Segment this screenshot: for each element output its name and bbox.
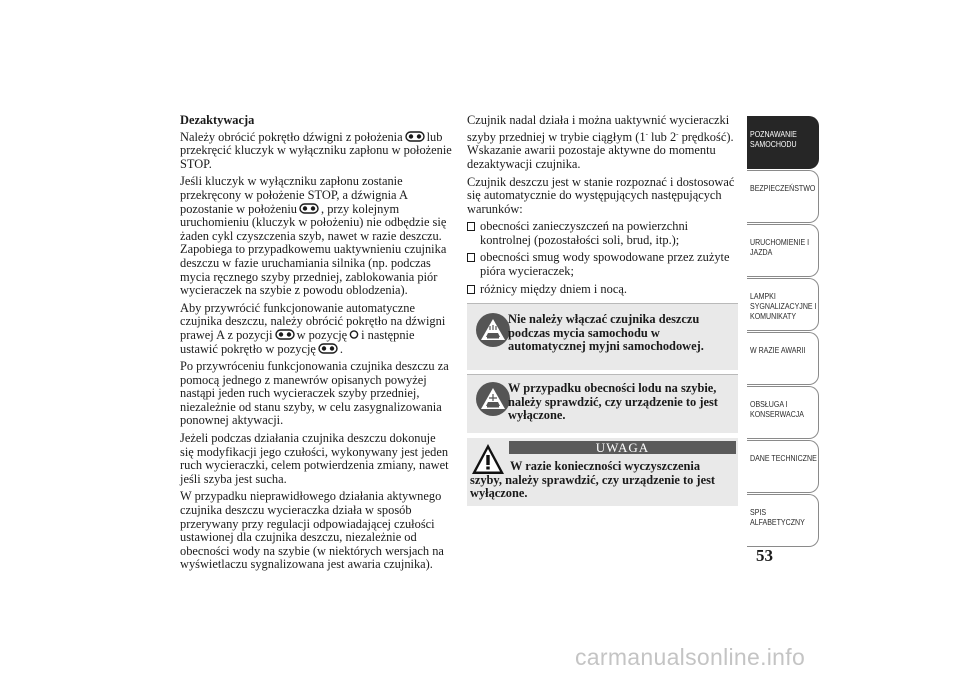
note-text: W przypadku obecności lodu na szybie, należy sprawdzić, czy urządzenie to jest wyłączone. bbox=[508, 381, 718, 423]
left-column bbox=[180, 114, 452, 576]
tab-label: SPIS ALFABETYCZNY bbox=[750, 508, 805, 527]
checkbox-bullet-icon bbox=[467, 285, 475, 294]
paragraph-2-b: , przy kolejnym uruchomieniu (kluczyk w położeniu) nie odbędzie się żaden cykl czyszczenia szyb, nawet w razie deszczu. Zapobiega to przypadkowemu uaktywnieniu czujnika deszczu w fazie uruchamiania silnika (np. podczas mycia ręcznego szyby przedniej, zablokowania piór wycieraczek na szybie z powodu oblodzenia). bbox=[180, 201, 447, 298]
right-paragraph-1-end: prędkość). Wskazanie awarii pozostaje aktywne do momentu dezaktywacji czujnika. bbox=[467, 129, 734, 171]
auto-position-icon bbox=[405, 131, 425, 142]
list-item-text: obecności smug wody spowodowane przez zużyte pióra wycieraczek; bbox=[480, 250, 730, 279]
chapter-sidebar bbox=[747, 116, 819, 548]
paragraph-4: Po przywróceniu funkcjonowania czujnika deszczu za pomocą jednego z manewrów opisanych powyżej nastąpi jeden ruch wycieraczek szyby przedniej, niezależnie od stanu szyby, w celu zasygnalizowania ponownej aktywacji. bbox=[180, 359, 449, 428]
right-paragraph-2: Czujnik deszczu jest w stanie rozpoznać i dostosować się automatycznie do występujących następujących warunków: bbox=[467, 174, 735, 216]
paragraph-5: Jeżeli podczas działania czujnika deszczu dokonuje się modyfikacji jego czułości, wykonywany jest jeden ruch wycieraczki, celem potwierdzenia zmiany, nawet jeśli szyba jest sucha. bbox=[180, 431, 449, 486]
right-paragraph-1-a: Czujnik nadal działa i można uaktywnić wycieraczki szyby przedniej w trybie ciągłym (1 bbox=[467, 113, 730, 144]
paragraph-1-a: Należy obrócić pokrętło dźwigni z położenia bbox=[180, 129, 403, 144]
paragraph-3-d: . bbox=[339, 341, 344, 356]
list-item bbox=[467, 220, 737, 247]
section-heading: Dezaktywacja bbox=[180, 113, 255, 127]
car-ice-icon bbox=[476, 382, 510, 416]
paragraph-3-c: i następnie ustawić pokrętło w pozycję bbox=[180, 327, 415, 356]
paragraph-1 bbox=[180, 131, 452, 172]
paragraph-2 bbox=[180, 175, 452, 297]
note-box-ice bbox=[467, 374, 738, 433]
auto-position-icon bbox=[275, 329, 295, 340]
page-number: 53 bbox=[756, 546, 773, 565]
tab-label: BEZPIECZEŃSTWO bbox=[750, 184, 816, 193]
car-wash-icon bbox=[476, 313, 510, 347]
tab-dane-techniczne[interactable] bbox=[747, 440, 819, 493]
list-item-text: różnicy między dniem i nocą. bbox=[480, 281, 627, 296]
paragraph-2-a: Jeśli kluczyk w wyłączniku zapłonu zostanie przekręcony w położenie STOP, a dźwignia A pozostanie w położeniu bbox=[180, 174, 408, 216]
tab-obsluga-i-konserwacja[interactable] bbox=[747, 386, 819, 439]
tab-bezpieczenstwo[interactable] bbox=[747, 170, 819, 223]
tab-label: DANE TECHNICZNE bbox=[750, 454, 817, 463]
checkbox-bullet-icon bbox=[467, 253, 475, 262]
warning-box bbox=[467, 438, 738, 506]
tab-poznawanie-samochodu[interactable] bbox=[747, 116, 819, 169]
paragraph-1-b: lub przekręcić kluczyk w wyłączniku zapłonu w położenie STOP. bbox=[180, 129, 452, 171]
tab-label: LAMPKI SYGNALIZACYJNE I KOMUNIKATY bbox=[750, 292, 817, 321]
list-item bbox=[467, 251, 737, 278]
paragraph-3-a: Aby przywrócić funkcjonowanie automatyczne czujnika deszczu, należy obrócić pokrętło na dźwigni prawej A z pozycji bbox=[180, 300, 446, 342]
paragraph-6: W przypadku nieprawidłowego działania aktywnego czujnika deszczu wycieraczka działa w sposób przerywany przy regulacji odpowiadającej czułości ustawionej dla czujnika deszczu, niezależnie od obecności wody na szybie (w niektórych wersjach na wyświetlaczu sygnalizowana jest awaria czujnika). bbox=[180, 489, 444, 572]
auto-position-icon bbox=[318, 343, 338, 354]
checkbox-bullet-icon bbox=[467, 222, 475, 231]
warning-title: UWAGA bbox=[509, 441, 736, 454]
tab-lampki-sygnalizacyjne[interactable] bbox=[747, 278, 819, 331]
list-item-text: obecności zanieczyszczeń na powierzchni kontrolnej (pozostałości soli, brud, itp.); bbox=[480, 219, 689, 247]
tab-label: POZNAWANIE SAMOCHODU bbox=[750, 130, 797, 149]
superscript-2: - bbox=[676, 129, 679, 138]
right-paragraph-1-mid: lub 2 bbox=[647, 129, 677, 144]
warning-text bbox=[470, 460, 734, 501]
right-paragraph-1 bbox=[467, 114, 737, 172]
list-item bbox=[467, 283, 737, 297]
paragraph-3 bbox=[180, 302, 452, 356]
watermark: carmanualsonline.info bbox=[575, 644, 806, 670]
auto-position-icon bbox=[299, 203, 319, 214]
tab-label: URUCHOMIENIE I JAZDA bbox=[750, 238, 810, 257]
right-column bbox=[467, 114, 737, 300]
note-text: Nie należy włączać czujnika deszczu podczas mycia samochodu w automatycznej myjni samochodowej. bbox=[508, 312, 704, 354]
note-box-car-wash bbox=[467, 303, 738, 370]
off-position-icon bbox=[349, 329, 359, 340]
superscript-1: - bbox=[645, 129, 648, 138]
conditions-list bbox=[467, 220, 737, 296]
paragraph-3-b: w pozycję bbox=[296, 327, 348, 342]
tab-label: W RAZIE AWARII bbox=[750, 346, 806, 355]
tab-w-razie-awarii[interactable] bbox=[747, 332, 819, 385]
tab-uruchomienie-i-jazda[interactable] bbox=[747, 224, 819, 277]
tab-label: OBSŁUGA I KONSERWACJA bbox=[750, 400, 804, 419]
warning-text-content: W razie konieczności wyczyszczenia szyby, należy sprawdzić, czy urządzenie to jest wyłączone. bbox=[470, 459, 716, 501]
tab-spis-alfabetyczny[interactable] bbox=[747, 494, 819, 547]
